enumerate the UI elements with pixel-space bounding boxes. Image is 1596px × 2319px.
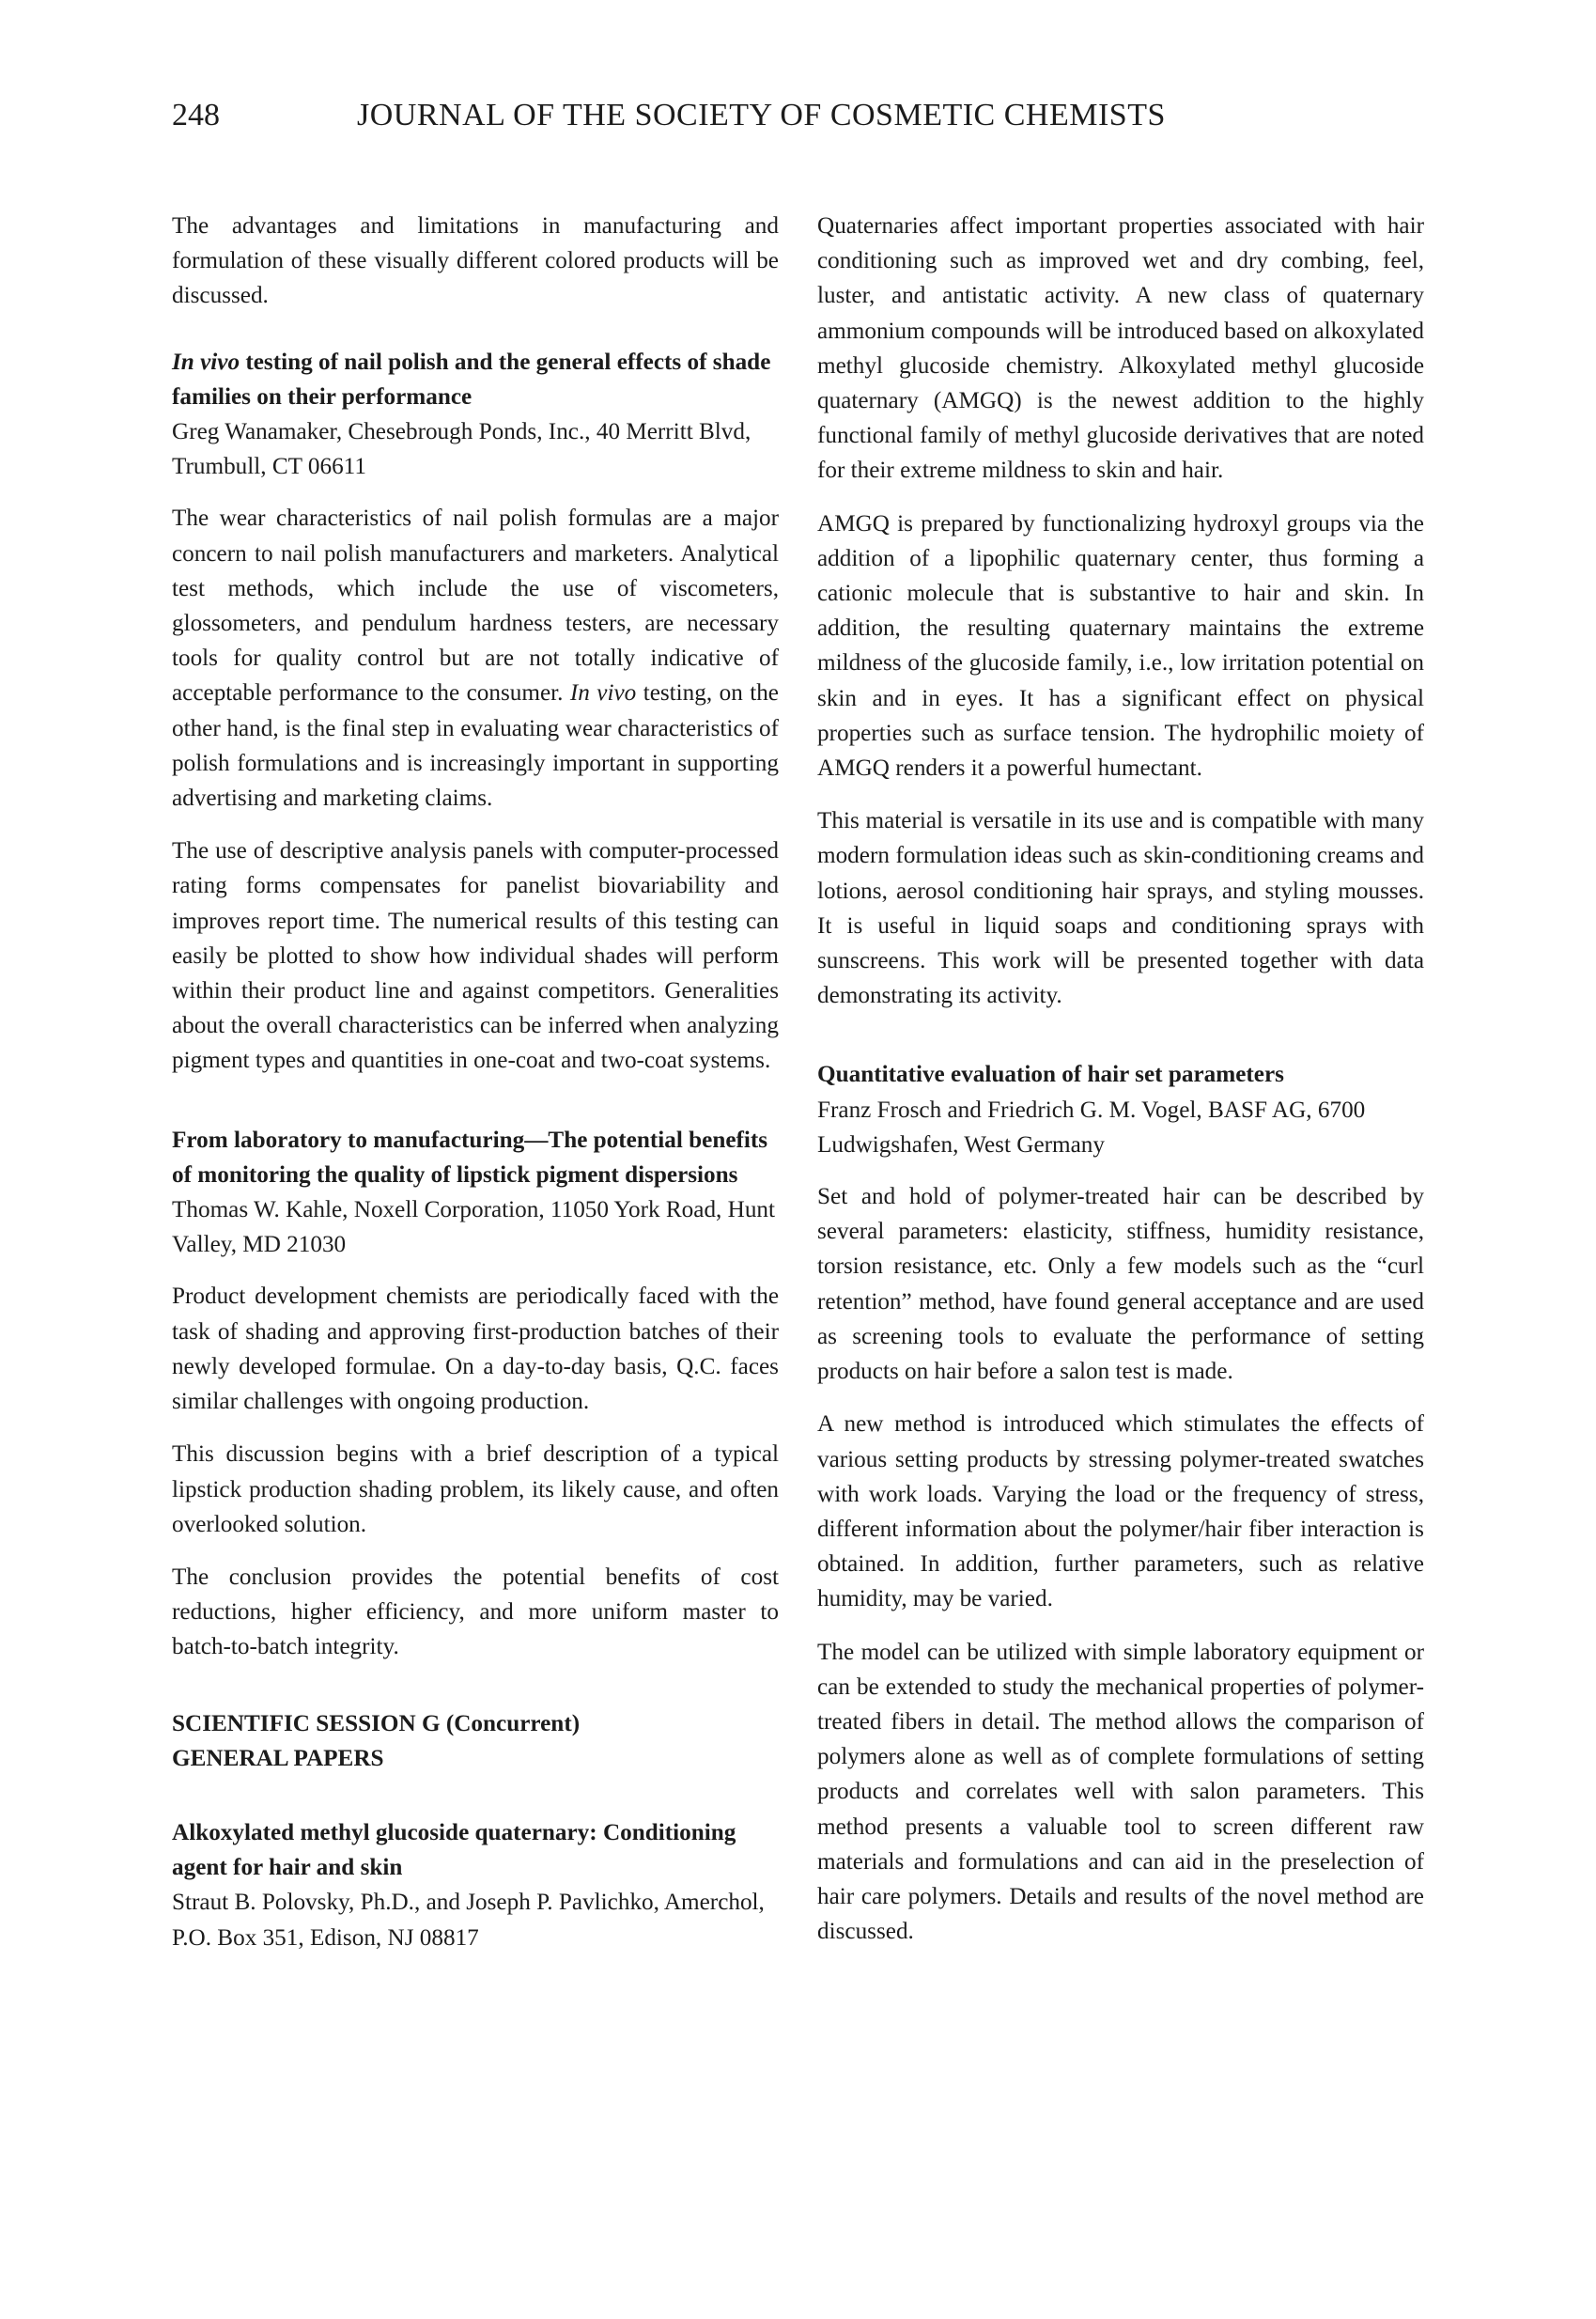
page-number: 248 (172, 98, 220, 132)
abstract-paragraph: A new method is introduced which stimulates the effects of various setting products by stressing polymer-treated swatches with work loads. Varying the load or the frequency of stress, different information about the polymer/hair fiber interaction is obtained. In addition, further parameters, such as relative humidity, may be varied. (817, 1411, 1424, 1612)
text-run: The wear characteristics of nail polish formulas are a major concern to nail polish manufacturers and marketers. Analytical test methods, which include the use of viscometers, glossometers, and pendulum hardness testers, are necessary tools for quality control but are not totally indicative of acceptable performance to the consumer. (172, 506, 779, 707)
abstract-paragraph: Quaternaries affect important properties associated with hair conditioning such as improved wet and dry combing, feel, luster, and antistatic activity. A new class of quaternary ammonium compounds will be introduced based on alkoxylated methyl glucoside chemistry. Alkoxylated methyl glucoside quaternary (AMGQ) is the newest addition to the highly functional family of methyl glucoside derivatives that are noted for their extreme mildness to skin and hair. (817, 213, 1424, 484)
abstract-paragraph (172, 501, 779, 816)
title-rest: testing of nail polish and the general effects of shade families on their performance (172, 349, 771, 410)
text-run-italic: In vivo (569, 680, 637, 707)
page-header (0, 98, 1596, 154)
intro-paragraph: The advantages and limitations in manufacturing and formulation of these visually different colored products will be discussed. (172, 213, 779, 309)
title-italic: In vivo (172, 349, 240, 375)
abstract-title-amgq: Alkoxylated methyl glucoside quaternary: Conditioning agent for hair and skin (172, 1819, 736, 1881)
text-run: testing, on the other hand, is the final step in evaluating wear characteristics of polish formulations and is increasingly important in supporting advertising and marketing claims. (172, 680, 779, 812)
session-heading-line: GENERAL PAPERS (172, 1745, 384, 1771)
left-column (172, 209, 779, 1972)
abstract-title-hair-set: Quantitative evaluation of hair set parameters (817, 1062, 1284, 1088)
abstract-title-nail-polish (172, 345, 779, 414)
abstract-authors: Straut B. Polovsky, Ph.D., and Joseph P. Pavlichko, Amerchol, P.O. Box 351, Edison, NJ 08817 (172, 1890, 765, 1951)
abstract-paragraph: The conclusion provides the potential benefits of cost reductions, higher efficiency, and more uniform master to batch-to-batch integrity. (172, 1564, 779, 1660)
abstract-paragraph: Product development chemists are periodically faced with the task of shading and approving first-production batches of their newly developed formulae. On a day-to-day basis, Q.C. faces similar challenges with ongoing production. (172, 1284, 779, 1415)
abstract-paragraph: This discussion begins with a brief description of a typical lipstick production shading problem, its likely cause, and often overlooked solution. (172, 1441, 779, 1537)
abstract-paragraph: Set and hold of polymer-treated hair can be described by several parameters: elasticity, stiffness, humidity resistance, torsion resistance, etc. Only a few models such as the “curl retention” method, have found general acceptance and are used as screening tools to evaluate the performance of setting products on hair before a salon test is made. (817, 1184, 1424, 1385)
abstract-paragraph: The use of descriptive analysis panels with computer-processed rating forms compensates for panelist biovariability and improves report time. The numerical results of this testing can easily be plotted to show how individual shades will perform within their product line and against competitors. Generalities about the overall characteristics can be inferred when analyzing pigment types and quantities in one-coat and two-coat systems. (172, 838, 779, 1074)
session-heading (172, 1706, 779, 1776)
abstract-authors: Greg Wanamaker, Chesebrough Ponds, Inc., 40 Merritt Blvd, Trumbull, CT 06611 (172, 419, 752, 480)
abstract-authors: Franz Frosch and Friedrich G. M. Vogel, BASF AG, 6700 Ludwigshafen, West Germany (817, 1097, 1366, 1158)
right-column (817, 209, 1424, 1967)
journal-title: JOURNAL OF THE SOCIETY OF COSMETIC CHEMISTS (357, 98, 1166, 132)
session-heading-line: SCIENTIFIC SESSION G (Concurrent) (172, 1710, 581, 1736)
abstract-authors: Thomas W. Kahle, Noxell Corporation, 11050 York Road, Hunt Valley, MD 21030 (172, 1197, 776, 1258)
abstract-paragraph: The model can be utilized with simple laboratory equipment or can be extended to study the mechanical properties of polymer-treated fibers in detail. The method allows the comparison of polymers alone as well as of complete formulations of setting products and correlates well with salon parameters. This method presents a valuable tool to screen different raw materials and formulations and can aid in the preselection of hair care polymers. Details and results of the novel method are discussed. (817, 1639, 1424, 1945)
abstract-paragraph: AMGQ is prepared by functionalizing hydroxyl groups via the addition of a lipophilic quaternary center, thus forming a cationic molecule that is substantive to hair and skin. In addition, the resulting quaternary maintains the extreme mildness of the glucoside family, i.e., low irritation potential on skin and in eyes. It has a significant effect on physical properties such as surface tension. The hydrophilic moiety of AMGQ renders it a powerful humectant. (817, 510, 1424, 782)
abstract-title-lipstick: From laboratory to manufacturing—The potential benefits of monitoring the quality of lipstick pigment dispersions (172, 1127, 768, 1188)
abstract-paragraph: This material is versatile in its use and is compatible with many modern formulation ideas such as skin-conditioning creams and lotions, aerosol conditioning hair sprays, and styling mousses. It is useful in liquid soaps and conditioning sprays with sunscreens. This work will be presented together with data demonstrating its activity. (817, 808, 1424, 1009)
